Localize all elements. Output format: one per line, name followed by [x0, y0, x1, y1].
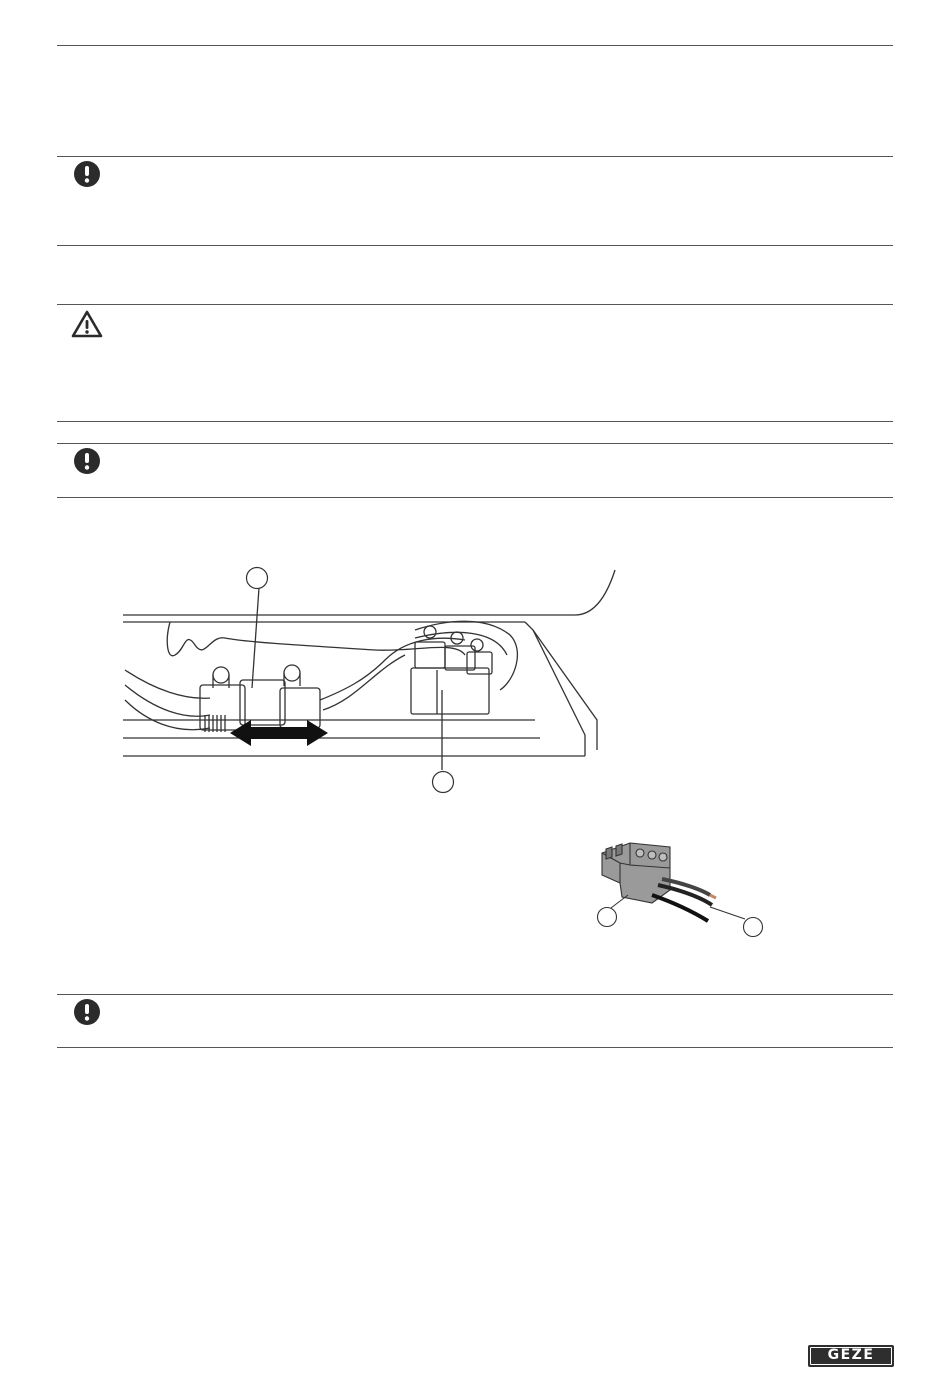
plug-callout-circle-1 [598, 908, 617, 927]
notice-2-bottom-rule [57, 421, 893, 422]
notice-4-exclamation-icon [72, 997, 102, 1027]
slide-direction-double-arrow [230, 720, 328, 746]
callout-circle-1 [247, 568, 268, 589]
notice-4-bottom-rule [57, 1047, 893, 1048]
plug-callout-circle-2 [744, 918, 763, 937]
notice-1-top-rule [57, 156, 893, 157]
notice-4-top-rule [57, 994, 893, 995]
geze-brand-logo [808, 1345, 894, 1367]
terminal-plug-illustration [590, 835, 775, 945]
notice-2-top-rule [57, 304, 893, 305]
notice-2-warning-triangle-icon [71, 309, 101, 339]
notice-1-bottom-rule [57, 245, 893, 246]
notice-3-top-rule [57, 443, 893, 444]
callout-circle-2 [433, 772, 454, 793]
notice-3-bottom-rule [57, 497, 893, 498]
header-rule [57, 45, 893, 46]
brand-logo-text: GEZE [810, 1347, 892, 1365]
notice-3-exclamation-icon [72, 446, 102, 476]
notice-1-exclamation-icon [72, 159, 102, 189]
connector-installation-illustration [115, 560, 625, 800]
